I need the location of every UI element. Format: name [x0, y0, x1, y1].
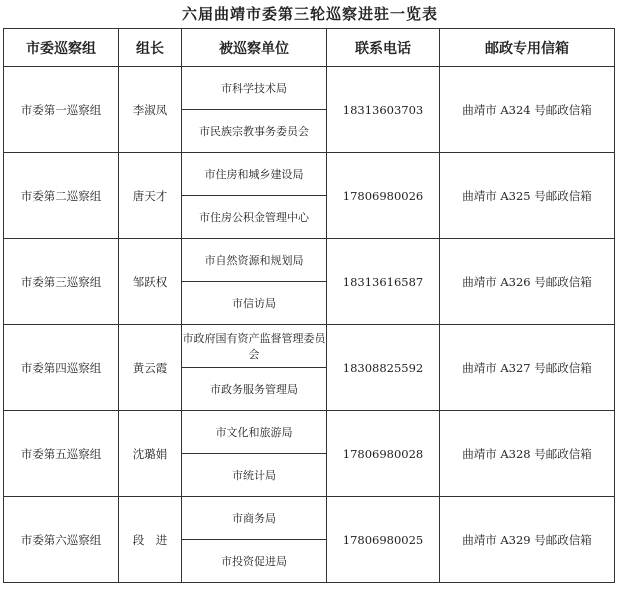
header-row — [4, 29, 615, 67]
unit-cell: 市商务局 — [182, 497, 327, 540]
group-name-cell: 市委第五巡察组 — [4, 411, 119, 497]
unit-cell: 市投资促进局 — [182, 540, 327, 583]
unit-cell: 市住房公积金管理中心 — [182, 196, 327, 239]
leader-cell: 李淑凤 — [119, 67, 182, 153]
table-row — [4, 411, 615, 454]
phone-cell: 18313603703 — [327, 67, 440, 153]
group-name-cell: 市委第二巡察组 — [4, 153, 119, 239]
leader-cell: 沈璐娟 — [119, 411, 182, 497]
phone-cell: 17806980028 — [327, 411, 440, 497]
unit-cell: 市政务服务管理局 — [182, 368, 327, 411]
mailbox-cell: 曲靖市 A329 号邮政信箱 — [440, 497, 615, 583]
unit-cell: 市文化和旅游局 — [182, 411, 327, 454]
table-row — [4, 67, 615, 110]
group-name-cell: 市委第三巡察组 — [4, 239, 119, 325]
table-row — [4, 239, 615, 282]
header-mailbox: 邮政专用信箱 — [440, 29, 615, 67]
header-phone: 联系电话 — [327, 29, 440, 67]
unit-cell: 市统计局 — [182, 454, 327, 497]
mailbox-cell: 曲靖市 A326 号邮政信箱 — [440, 239, 615, 325]
unit-cell: 市信访局 — [182, 282, 327, 325]
phone-cell: 18308825592 — [327, 325, 440, 411]
unit-cell: 市政府国有资产监督管理委员会 — [182, 325, 327, 368]
unit-cell: 市科学技术局 — [182, 67, 327, 110]
document-title: 六届曲靖市委第三轮巡察进驻一览表 — [181, 5, 438, 23]
leader-cell: 邹跃权 — [119, 239, 182, 325]
unit-cell: 市民族宗教事务委员会 — [182, 110, 327, 153]
header-leader: 组长 — [119, 29, 182, 67]
leader-cell: 段 进 — [119, 497, 182, 583]
phone-cell: 17806980026 — [327, 153, 440, 239]
table-body — [4, 67, 615, 583]
mailbox-cell: 曲靖市 A327 号邮政信箱 — [440, 325, 615, 411]
table-row — [4, 497, 615, 540]
header-group: 市委巡察组 — [4, 29, 119, 67]
header-unit: 被巡察单位 — [182, 29, 327, 67]
inspection-table — [3, 28, 615, 583]
group-name-cell: 市委第六巡察组 — [4, 497, 119, 583]
table-row — [4, 153, 615, 196]
group-name-cell: 市委第四巡察组 — [4, 325, 119, 411]
mailbox-cell: 曲靖市 A324 号邮政信箱 — [440, 67, 615, 153]
leader-cell: 唐天才 — [119, 153, 182, 239]
table-row — [4, 325, 615, 368]
unit-cell: 市住房和城乡建设局 — [182, 153, 327, 196]
leader-cell: 黄云霞 — [119, 325, 182, 411]
unit-cell: 市自然资源和规划局 — [182, 239, 327, 282]
mailbox-cell: 曲靖市 A325 号邮政信箱 — [440, 153, 615, 239]
phone-cell: 17806980025 — [327, 497, 440, 583]
group-name-cell: 市委第一巡察组 — [4, 67, 119, 153]
mailbox-cell: 曲靖市 A328 号邮政信箱 — [440, 411, 615, 497]
phone-cell: 18313616587 — [327, 239, 440, 325]
